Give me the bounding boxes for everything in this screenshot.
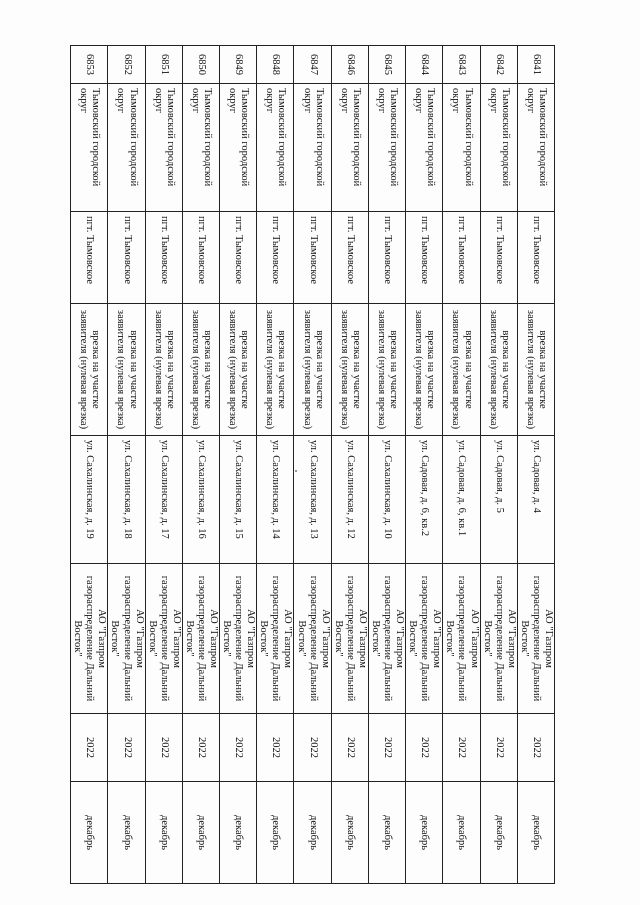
municipality-cell: Тымовский городской округ — [108, 84, 145, 212]
table-row — [294, 46, 331, 884]
municipality-cell: Тымовский городской округ — [406, 84, 443, 212]
organization-cell: АО "Газпром газораспределение Дальний Восток" — [331, 564, 368, 714]
municipality-cell: Тымовский городской округ — [331, 84, 368, 212]
gasification-table — [70, 45, 555, 884]
work-type-cell: врезка на участке заявителя (нулевая врезка) — [406, 304, 443, 436]
work-type-cell: врезка на участке заявителя (нулевая врезка) — [480, 304, 517, 436]
month-cell: декабрь — [368, 782, 405, 884]
locality-cell: пгт. Тымовское — [145, 212, 182, 304]
address-cell: ул. Сахалинская, д. 17 — [145, 436, 182, 564]
locality-cell: пгт. Тымовское — [331, 212, 368, 304]
locality-cell: пгт. Тымовское — [368, 212, 405, 304]
table-row — [517, 46, 554, 884]
row-number: 6847 — [294, 46, 331, 84]
organization-cell: АО "Газпром газораспределение Дальний Восток" — [71, 564, 108, 714]
year-cell: 2022 — [71, 714, 108, 782]
row-number: 6848 — [257, 46, 294, 84]
work-type-cell: врезка на участке заявителя (нулевая врезка) — [71, 304, 108, 436]
locality-cell: пгт. Тымовское — [294, 212, 331, 304]
month-cell: декабрь — [480, 782, 517, 884]
municipality-cell: Тымовский городской округ — [368, 84, 405, 212]
table-row — [443, 46, 480, 884]
row-number: 6852 — [108, 46, 145, 84]
work-type-cell: врезка на участке заявителя (нулевая врезка) — [294, 304, 331, 436]
row-number: 6844 — [406, 46, 443, 84]
locality-cell: пгт. Тымовское — [406, 212, 443, 304]
locality-cell: пгт. Тымовское — [71, 212, 108, 304]
organization-cell: АО "Газпром газораспределение Дальний Восток" — [145, 564, 182, 714]
municipality-cell: Тымовский городской округ — [257, 84, 294, 212]
organization-cell: АО "Газпром газораспределение Дальний Восток" — [368, 564, 405, 714]
organization-cell: АО "Газпром газораспределение Дальний Восток" — [294, 564, 331, 714]
row-number: 6842 — [480, 46, 517, 84]
address-cell: ул. Сахалинская, д. 15 — [220, 436, 257, 564]
locality-cell: пгт. Тымовское — [182, 212, 219, 304]
municipality-cell: Тымовский городской округ — [480, 84, 517, 212]
month-cell: декабрь — [443, 782, 480, 884]
table-row — [182, 46, 219, 884]
year-cell: 2022 — [368, 714, 405, 782]
work-type-cell: врезка на участке заявителя (нулевая врезка) — [517, 304, 554, 436]
rotated-table-wrapper — [70, 45, 555, 883]
year-cell: 2022 — [220, 714, 257, 782]
year-cell: 2022 — [182, 714, 219, 782]
work-type-cell: врезка на участке заявителя (нулевая врезка) — [331, 304, 368, 436]
table-row — [71, 46, 108, 884]
month-cell: декабрь — [406, 782, 443, 884]
table-row — [480, 46, 517, 884]
address-cell: ул. Садовая, д. 5 — [480, 436, 517, 564]
row-number: 6843 — [443, 46, 480, 84]
address-cell: ул. Садовая, д. 6, кв.1 — [443, 436, 480, 564]
month-cell: декабрь — [108, 782, 145, 884]
address-cell: ул. Садовая, д. 4 — [517, 436, 554, 564]
year-cell: 2022 — [257, 714, 294, 782]
organization-cell: АО "Газпром газораспределение Дальний Восток" — [480, 564, 517, 714]
row-number: 6850 — [182, 46, 219, 84]
row-number: 6846 — [331, 46, 368, 84]
table-row — [145, 46, 182, 884]
organization-cell: АО "Газпром газораспределение Дальний Восток" — [443, 564, 480, 714]
work-type-cell: врезка на участке заявителя (нулевая врезка) — [182, 304, 219, 436]
row-number: 6851 — [145, 46, 182, 84]
year-cell: 2022 — [108, 714, 145, 782]
organization-cell: АО "Газпром газораспределение Дальний Восток" — [257, 564, 294, 714]
year-cell: 2022 — [443, 714, 480, 782]
work-type-cell: врезка на участке заявителя (нулевая врезка) — [220, 304, 257, 436]
row-number: 6853 — [71, 46, 108, 84]
work-type-cell: врезка на участке заявителя (нулевая врезка) — [443, 304, 480, 436]
work-type-cell: врезка на участке заявителя (нулевая врезка) — [257, 304, 294, 436]
organization-cell: АО "Газпром газораспределение Дальний Восток" — [182, 564, 219, 714]
address-cell: ул. Сахалинская, д. 10 — [368, 436, 405, 564]
month-cell: декабрь — [71, 782, 108, 884]
municipality-cell: Тымовский городской округ — [145, 84, 182, 212]
row-number: 6849 — [220, 46, 257, 84]
address-cell: ул. Сахалинская, д. 12 — [331, 436, 368, 564]
address-cell: ул. Сахалинская, д. 18 — [108, 436, 145, 564]
work-type-cell: врезка на участке заявителя (нулевая врезка) — [108, 304, 145, 436]
table-row — [368, 46, 405, 884]
month-cell: декабрь — [182, 782, 219, 884]
table-row — [220, 46, 257, 884]
scan-speck — [295, 470, 297, 472]
month-cell: декабрь — [145, 782, 182, 884]
month-cell: декабрь — [220, 782, 257, 884]
locality-cell: пгт. Тымовское — [443, 212, 480, 304]
locality-cell: пгт. Тымовское — [480, 212, 517, 304]
address-cell: ул. Сахалинская, д. 14 — [257, 436, 294, 564]
work-type-cell: врезка на участке заявителя (нулевая врезка) — [368, 304, 405, 436]
municipality-cell: Тымовский городской округ — [294, 84, 331, 212]
year-cell: 2022 — [517, 714, 554, 782]
municipality-cell: Тымовский городской округ — [517, 84, 554, 212]
row-number: 6841 — [517, 46, 554, 84]
month-cell: декабрь — [331, 782, 368, 884]
organization-cell: АО "Газпром газораспределение Дальний Восток" — [517, 564, 554, 714]
work-type-cell: врезка на участке заявителя (нулевая врезка) — [145, 304, 182, 436]
organization-cell: АО "Газпром газораспределение Дальний Восток" — [220, 564, 257, 714]
address-cell: ул. Сахалинская, д. 13 — [294, 436, 331, 564]
month-cell: декабрь — [294, 782, 331, 884]
locality-cell: пгт. Тымовское — [108, 212, 145, 304]
table-row — [257, 46, 294, 884]
locality-cell: пгт. Тымовское — [220, 212, 257, 304]
year-cell: 2022 — [294, 714, 331, 782]
address-cell: ул. Сахалинская, д. 16 — [182, 436, 219, 564]
table-row — [108, 46, 145, 884]
organization-cell: АО "Газпром газораспределение Дальний Восток" — [406, 564, 443, 714]
locality-cell: пгт. Тымовское — [517, 212, 554, 304]
month-cell: декабрь — [517, 782, 554, 884]
organization-cell: АО "Газпром газораспределение Дальний Восток" — [108, 564, 145, 714]
month-cell: декабрь — [257, 782, 294, 884]
municipality-cell: Тымовский городской округ — [182, 84, 219, 212]
municipality-cell: Тымовский городской округ — [220, 84, 257, 212]
table-body — [71, 46, 555, 884]
address-cell: ул. Сахалинская, д. 19 — [71, 436, 108, 564]
year-cell: 2022 — [480, 714, 517, 782]
year-cell: 2022 — [145, 714, 182, 782]
table-row — [331, 46, 368, 884]
year-cell: 2022 — [406, 714, 443, 782]
address-cell: ул. Садовая, д. 6, кв.2 — [406, 436, 443, 564]
municipality-cell: Тымовский городской округ — [443, 84, 480, 212]
table-row — [406, 46, 443, 884]
locality-cell: пгт. Тымовское — [257, 212, 294, 304]
row-number: 6845 — [368, 46, 405, 84]
year-cell: 2022 — [331, 714, 368, 782]
municipality-cell: Тымовский городской округ — [71, 84, 108, 212]
